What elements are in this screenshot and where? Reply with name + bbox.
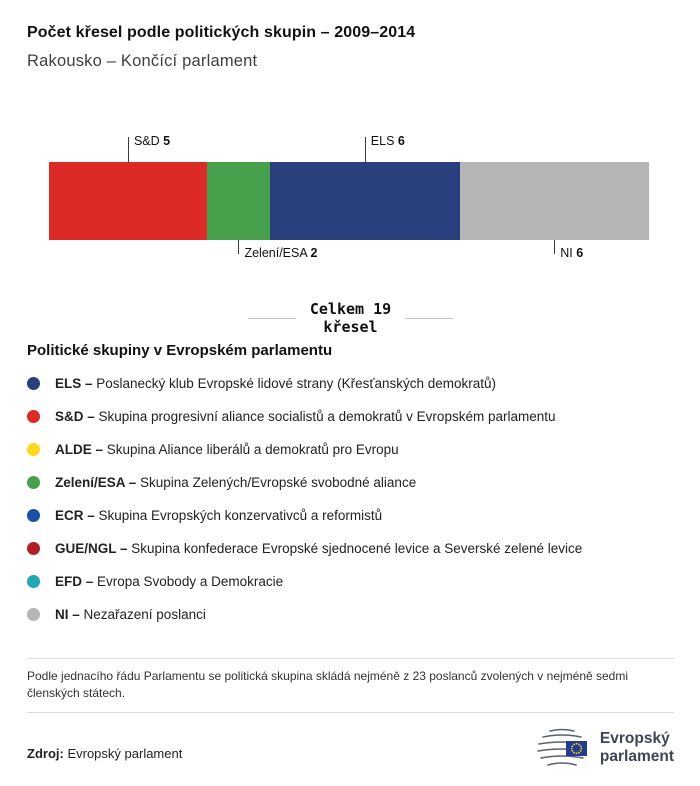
source-label: Zdroj: <box>27 745 64 761</box>
bar-segment-ELS <box>270 162 459 240</box>
total-label <box>310 300 391 336</box>
legend-item-zelenesa <box>27 475 674 490</box>
total-row <box>27 300 674 336</box>
bar-wrapper <box>49 134 649 260</box>
ep-logo-text <box>600 730 674 765</box>
legend-list <box>27 376 674 622</box>
bar-callout-S&D: S&D 5 <box>128 137 129 162</box>
bar-callout-NI: NI 6 <box>554 240 555 254</box>
ep-hemicycle-icon <box>533 727 591 769</box>
legend-item-sd <box>27 409 674 424</box>
legend-item-text: EFD – Evropa Svobody a Demokracie <box>55 574 284 589</box>
legend-item-ecr <box>27 508 674 523</box>
legend-color-dot <box>27 476 40 489</box>
legend-item-guengl <box>27 541 674 556</box>
bar-callout-ELS: ELS 6 <box>365 137 366 162</box>
legend-item-text: S&D – Skupina progresivní aliance socialistů a demokratů v Evropském parlamentu <box>55 409 556 424</box>
bar-segment-NI <box>460 162 649 240</box>
legend-item-text: ECR – Skupina Evropských konzervativců a reformistů <box>55 508 383 523</box>
legend-color-dot <box>27 575 40 588</box>
source-text: Evropský parlament <box>67 745 183 761</box>
source-line <box>27 746 182 761</box>
bar-segment-S&D <box>49 162 207 240</box>
legend-item-ni <box>27 607 674 622</box>
stacked-bar <box>49 162 649 240</box>
page-subtitle: Rakousko – Končící parlament <box>27 52 258 70</box>
legend-item-text: ELS – Poslanecký klub Evropské lidové strany (Křesťanských demokratů) <box>55 376 496 391</box>
ep-logo-text-line2: parlament <box>599 747 674 765</box>
total-label-line1: Celkem 19 <box>309 300 392 318</box>
legend-item-alde <box>27 442 674 457</box>
legend-color-dot <box>27 377 40 390</box>
legend-item-text: Zelení/ESA – Skupina Zelených/Evropské svobodné aliance <box>55 475 417 490</box>
ep-logo-text-line1: Evropský <box>599 730 670 748</box>
legend-item-text: GUE/NGL – Skupina konfederace Evropské sjednocené levice a Severské zelené levice <box>55 541 583 556</box>
legend-color-dot <box>27 509 40 522</box>
footnote: Podle jednacího řádu Parlamentu se politická skupina skládá nejméně z 23 poslanců zvolených v nejméně sedmi členských státech. <box>27 669 629 701</box>
total-label-line2: křesel <box>323 318 378 336</box>
total-divider-right <box>405 318 453 319</box>
legend-color-dot <box>27 443 40 456</box>
legend-item-text: ALDE – Skupina Aliance liberálů a demokratů pro Evropu <box>55 442 399 457</box>
legend-color-dot <box>27 410 40 423</box>
legend-item-els <box>27 376 674 391</box>
footnote-divider-bottom <box>27 712 674 713</box>
page-title: Počet křesel podle politických skupin – 2009–2014 <box>27 24 416 41</box>
total-divider-left <box>248 318 296 319</box>
bar-callout-Zelení/ESA: Zelení/ESA 2 <box>238 240 239 254</box>
legend-color-dot <box>27 542 40 555</box>
legend-heading: Politické skupiny v Evropském parlamentu <box>27 342 333 359</box>
footer-row <box>27 727 674 769</box>
legend-item-text: NI – Nezařazení poslanci <box>55 607 206 622</box>
bar-segment-Zelení/ESA <box>207 162 270 240</box>
legend-color-dot <box>27 608 40 621</box>
ep-logo <box>533 727 674 769</box>
legend-item-efd <box>27 574 674 589</box>
